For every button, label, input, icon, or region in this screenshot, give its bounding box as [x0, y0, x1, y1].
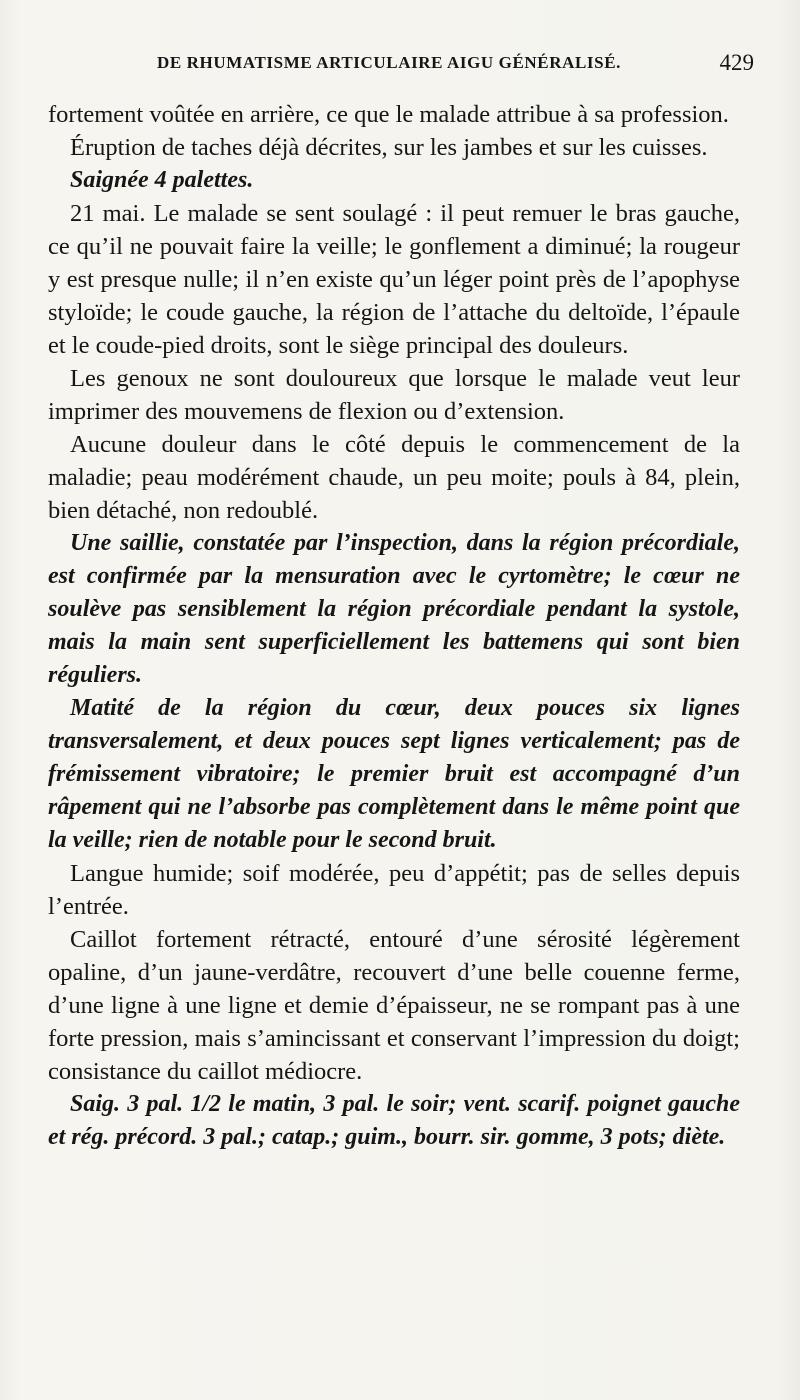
paragraph-italic: Une saillie, constatée par l’inspection, dans la région précordiale, est confirmée par la mensuration avec le cyrtomètre; le cœur ne soulève pas sensiblement la région précordiale pendant la systole, mais la main sent superficiellement les battemens qui sont bien réguliers.: [48, 530, 740, 688]
body-text: [48, 98, 740, 1154]
page-number: 429: [719, 50, 754, 75]
paragraph: Éruption de taches déjà décrites, sur les jambes et sur les cuisses.: [70, 134, 708, 161]
paragraph: Aucune douleur dans le côté depuis le commencement de la maladie; peau modérément chaude, un peu moite; pouls à 84, plein, bien détaché, non redoublé.: [48, 431, 740, 524]
prescription-paragraph: Saig. 3 pal. 1/2 le matin, 3 pal. le soir; vent. scarif. poignet gauche et rég. précord. 3 pal.; catap.; guim., bourr. sir. gomme, 3 pots; diète.: [48, 1091, 740, 1150]
page-header: [48, 48, 754, 78]
paragraph: fortement voûtée en arrière, ce que le malade attribue à sa profession.: [48, 101, 729, 128]
paragraph: Les genoux ne sont douloureux que lorsque le malade veut leur imprimer des mouvemens de flexion ou d’extension.: [48, 365, 740, 425]
paragraph-italic: Matité de la région du cœur, deux pouces six lignes transversalement, et deux pouces sept lignes verticalement; pas de frémissement vibratoire; le premier bruit est accompagné d’un râpement qui ne l’absorbe pas complètement dans le même point que la veille; rien de notable pour le second bruit.: [48, 695, 740, 853]
paragraph: Caillot fortement rétracté, entouré d’une sérosité légèrement opaline, d’un jaune-verdâtre, recouvert d’une belle couenne ferme, d’une ligne à une ligne et demie d’épaisseur, ne se rompant pas à une forte pression, mais s’amincissant et conservant l’impression du doigt; consistance du caillot médiocre.: [48, 926, 740, 1085]
prescription-line: Saignée 4 palettes.: [70, 167, 254, 193]
running-title: DE RHUMATISME ARTICULAIRE AIGU GÉNÉRALISÉ.: [156, 53, 621, 72]
paragraph: 21 mai. Le malade se sent soulagé : il peut remuer le bras gauche, ce qu’il ne pouvait faire la veille; le gonflement a diminué; la rougeur y est presque nulle; il n’en existe qu’un léger point près de l’apophyse styloïde; le coude gauche, la région de l’attache du deltoïde, l’épaule et le coude-pied droits, sont le siège principal des douleurs.: [48, 200, 740, 359]
paragraph: Langue humide; soif modérée, peu d’appétit; pas de selles depuis l’entrée.: [48, 860, 740, 920]
